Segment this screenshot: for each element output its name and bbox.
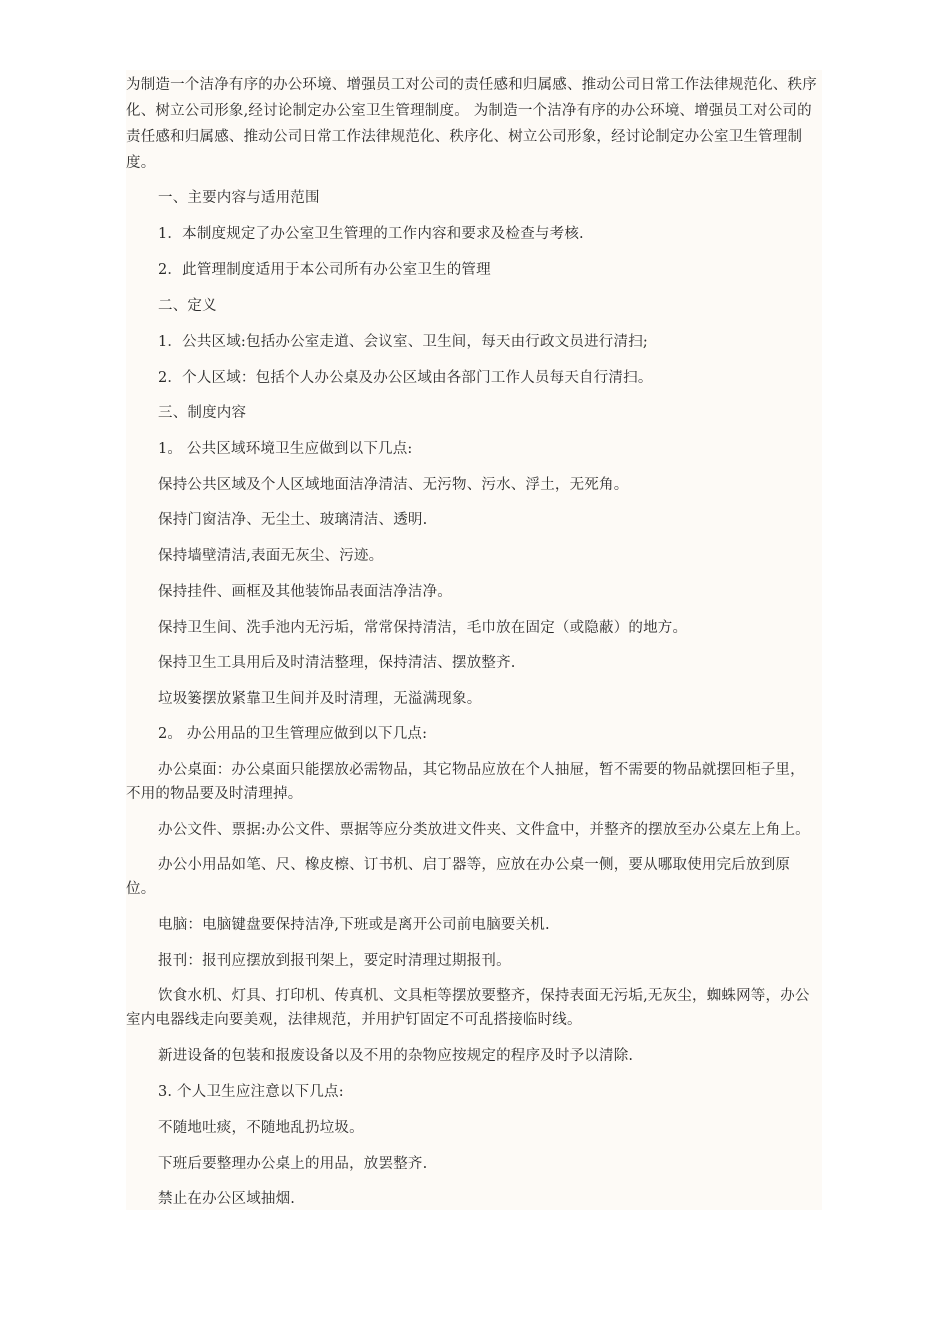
section-heading-2: 二、定义 [158,298,217,314]
subsection-heading: 1。 公共区域环境卫生应做到以下几点: [158,441,413,457]
paragraph: 电脑：电脑键盘要保持洁净,下班或是离开公司前电脑要关机. [158,917,550,933]
paragraph: 办公小用品如笔、尺、橡皮檫、订书机、启丁器等，应放在办公桌一侧，要从哪取使用完后放到原位。 [126,857,791,897]
paragraph: 2．此管理制度适用于本公司所有办公室卫生的管理 [158,262,491,278]
paragraph: 垃圾篓摆放紧靠卫生间并及时清理，无溢满现象。 [158,691,482,707]
paragraph: 保持挂件、画框及其他装饰品表面洁净洁净。 [158,584,452,600]
paragraph: 新进设备的包装和报废设备以及不用的杂物应按规定的程序及时予以清除. [158,1048,634,1064]
paragraph: 办公桌面：办公桌面只能摆放必需物品，其它物品应放在个人抽屉，暂不需要的物品就摆回柜子里，不用的物品要及时清理掉。 [126,762,805,802]
paragraph: 报刊：报刊应摆放到报刊架上，要定时清理过期报刊。 [158,953,511,969]
paragraph: 下班后要整理办公桌上的用品，放罢整齐. [158,1156,428,1172]
paragraph: 保持卫生工具用后及时清洁整理，保持清洁、摆放整齐. [158,655,516,671]
paragraph: 保持门窗洁净、无尘土、玻璃清洁、透明. [158,512,428,528]
section-heading-3: 三、制度内容 [158,405,247,421]
document-body [126,70,822,1210]
paragraph: 办公文件、票据:办公文件、票据等应分类放进文件夹、文件盒中，并整齐的摆放至办公桌左上角上。 [158,822,810,838]
paragraph: 1．公共区域:包括办公室走道、会议室、卫生间，每天由行政文员进行清扫; [158,334,648,350]
paragraph: 保持公共区域及个人区域地面洁净清洁、无污物、污水、浮土，无死角。 [158,477,629,493]
paragraph: 保持墙壁清洁,表面无灰尘、污迹。 [158,548,384,564]
paragraph: 不随地吐痰，不随地乱扔垃圾。 [158,1120,364,1136]
paragraph: 2．个人区域：包括个人办公桌及办公区域由各部门工作人员每天自行清扫。 [158,370,653,386]
intro-paragraph: 为制造一个洁净有序的办公环境、增强员工对公司的责任感和归属感、推动公司日常工作法律规范化、秩序化、树立公司形象,经讨论制定办公室卫生管理制度。 为制造一个洁净有序的办公环境、增强员工对公司的责任感和归属感、推动公司日常工作法律规范化、秩序化、树立公司形象，经讨论制定办公室卫生管理制度。 [126,77,817,171]
paragraph: 禁止在办公区域抽烟. [158,1191,296,1207]
paragraph: 饮食水机、灯具、打印机、传真机、文具柜等摆放要整齐，保持表面无污垢,无灰尘，蜘蛛网等，办公室内电器线走向要美观，法律规范，并用护钉固定不可乱搭接临时线。 [126,988,810,1028]
subsection-heading: 2。 办公用品的卫生管理应做到以下几点: [158,726,428,742]
subsection-heading: 3. 个人卫生应注意以下几点: [158,1084,344,1100]
section-heading-1: 一、主要内容与适用范围 [158,190,320,206]
paragraph: 1．本制度规定了办公室卫生管理的工作内容和要求及检查与考核. [158,226,584,242]
paragraph: 保持卫生间、洗手池内无污垢，常常保持清洁，毛巾放在固定（或隐蔽）的地方。 [158,620,688,636]
